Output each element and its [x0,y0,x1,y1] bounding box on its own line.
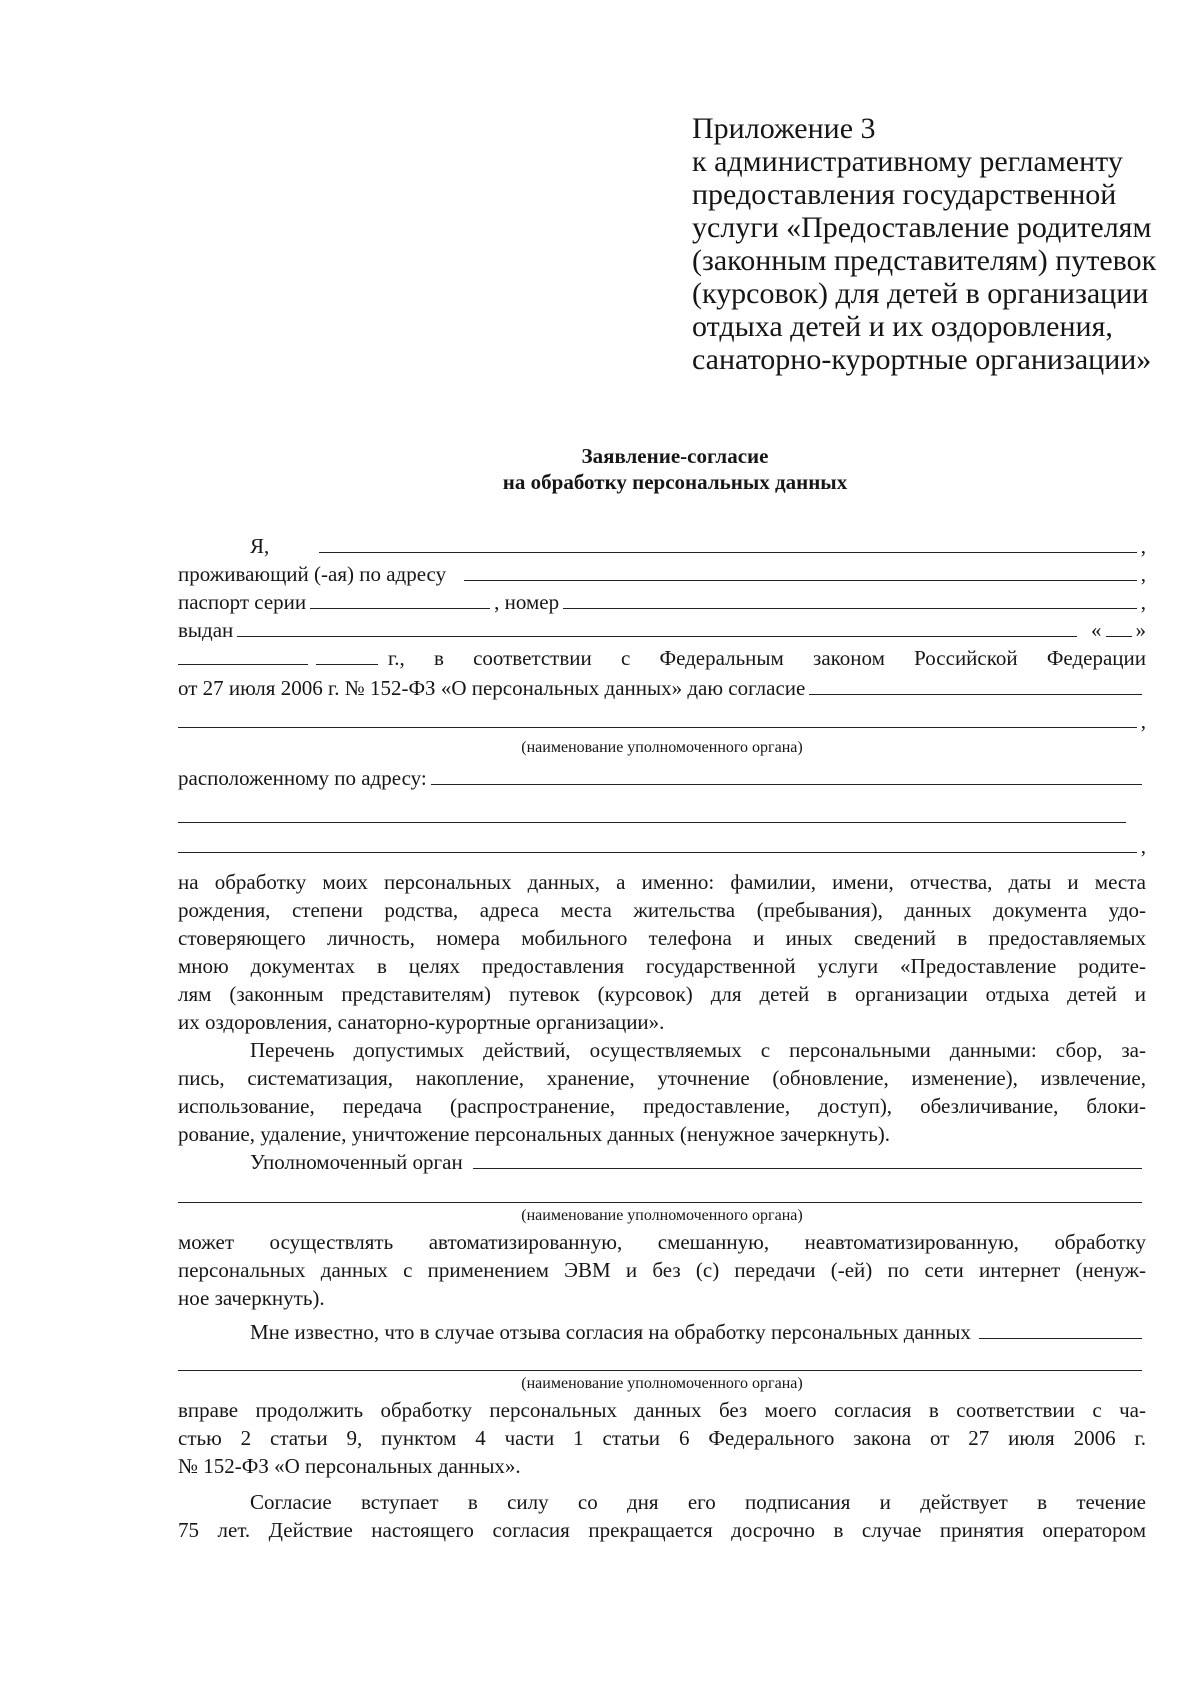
law-row [178,644,1146,672]
comma: , [1140,590,1146,614]
passport-series-label: паспорт серии [178,590,307,614]
authority-row [178,707,1146,735]
appendix-line: санаторно-курортные организации» [692,343,1152,376]
paragraph-3 [178,1228,1146,1312]
address-field[interactable] [464,560,1137,581]
issued-row [178,616,1146,644]
issued-by-field[interactable] [237,616,1077,637]
consent-row [178,674,1146,702]
text-line: стоверяющего личность, номера мобильного телефона и иных сведений в предоставляемых [178,926,1146,950]
title-line-1: Заявление-согласие [581,444,769,468]
issue-year-field[interactable] [316,644,378,665]
text-line: вправе продолжить обработку персональных данных без моего согласия в соответствии с ча- [178,1398,1146,1422]
authority-address-line-2[interactable] [178,822,1126,823]
text-line: их оздоровления, санаторно-курортные организации». [178,1010,665,1034]
comma: , [1140,534,1146,558]
consent-text: от 27 июля 2006 г. № 152-ФЗ «О персональных данных» даю согласие [178,676,806,700]
paragraph-2 [178,1036,1146,1148]
text-line: № 152-ФЗ «О персональных данных». [178,1454,521,1478]
text-line: пись, систематизация, накопление, хранение, уточнение (обновление, изменение), извлечение, [178,1066,1146,1090]
date-open-quote: « [1091,618,1102,642]
issued-label: выдан [178,618,234,642]
text-line: ное зачеркнуть). [178,1286,325,1310]
name-row [178,532,1146,560]
text-line: рование, удаление, уничтожение персональных данных (ненужное зачеркнуть). [178,1122,891,1146]
appendix-header [692,112,1172,376]
consent-recipient-field[interactable] [809,674,1142,695]
text-line: персональных данных с применением ЭВМ и без (с) передачи (-ей) по сети интернет (ненуж- [178,1258,1146,1282]
text-line: использование, передача (распространение, предоставление, доступ), обезличивание, блоки- [178,1094,1146,1118]
authority-caption: (наименование уполномоченного органа) [521,739,803,756]
authority-address-row-3 [178,832,1146,860]
authority-field-line-2[interactable] [178,1202,1142,1203]
paragraph-4 [178,1396,1146,1480]
appendix-line: к административному регламенту [692,145,1123,178]
full-name-field[interactable] [319,532,1136,553]
passport-number-field[interactable] [563,588,1137,609]
ya-label: Я, [250,534,270,558]
passport-series-field[interactable] [310,588,490,609]
text-line: Перечень допустимых действий, осуществляемых с персональными данными: сбор, за- [250,1038,1146,1062]
text-line: 75 лет. Действие настоящего согласия прекращается досрочно в случае принятия оператором [178,1518,1146,1542]
authority-label: Уполномоченный орган [250,1150,463,1174]
paragraph-1 [178,868,1146,1036]
authority-name-field[interactable] [178,707,1137,728]
appendix-line: предоставления государственной [692,178,1117,211]
issue-month-field[interactable] [178,644,308,665]
issue-day-field[interactable] [1106,616,1132,637]
paragraph-5 [178,1488,1146,1544]
text-line: может осуществлять автоматизированную, смешанную, неавтоматизированную, обработку [178,1230,1146,1254]
text-line: стью 2 статьи 9, пунктом 4 части 1 статьи 6 Федерального закона от 27 июля 2006 г. [178,1426,1146,1450]
law-text: г., в соответствии с Федеральным законом Российской Федерации [388,646,1146,670]
text-line: мною документах в целях предоставления государственной услуги «Предоставление родите- [178,954,1146,978]
authority-caption: (наименование уполномоченного органа) [521,1375,803,1392]
authority-address-line-3[interactable] [178,832,1137,853]
title-line-2: на обработку персональных данных [502,470,848,494]
revocation-authority-line-2[interactable] [178,1370,1142,1371]
text-line: на обработку моих персональных данных, а именно: фамилии, имени, отчества, даты и места [178,870,1146,894]
comma: , [1140,834,1146,858]
text-line: лям (законным представителям) путевок (курсовок) для детей в организации отдыха детей и [178,982,1146,1006]
authority-caption: (наименование уполномоченного органа) [521,1207,803,1224]
appendix-line: услуги «Предоставление родителям [692,211,1152,244]
authority-field[interactable] [473,1148,1142,1169]
known-row [178,1318,1146,1346]
located-row [178,764,1146,792]
passport-row [178,588,1146,616]
located-label: расположенному по адресу: [178,766,427,790]
authority-label-row [178,1148,1146,1176]
document-title [178,443,1172,495]
date-close-quote: » [1135,618,1146,642]
revocation-authority-field[interactable] [979,1318,1142,1339]
passport-number-label: , номер [494,590,560,614]
address-row [178,560,1146,588]
comma: , [1140,709,1146,733]
appendix-line: Приложение 3 [692,112,876,145]
appendix-line: (законным представителям) путевок [692,244,1157,277]
appendix-line: (курсовок) для детей в организации [692,277,1149,310]
text-line: рождения, степени родства, адреса места жительства (пребывания), данных документа удо- [178,898,1146,922]
text-line: Согласие вступает в силу со дня его подписания и действует в течение [250,1490,1146,1514]
appendix-line: отдыха детей и их оздоровления, [692,310,1113,343]
comma: , [1140,562,1146,586]
authority-address-field[interactable] [431,764,1142,785]
known-text: Мне известно, что в случае отзыва согласия на обработку персональных данных [250,1320,971,1344]
address-label: проживающий (-ая) по адресу [178,562,447,586]
